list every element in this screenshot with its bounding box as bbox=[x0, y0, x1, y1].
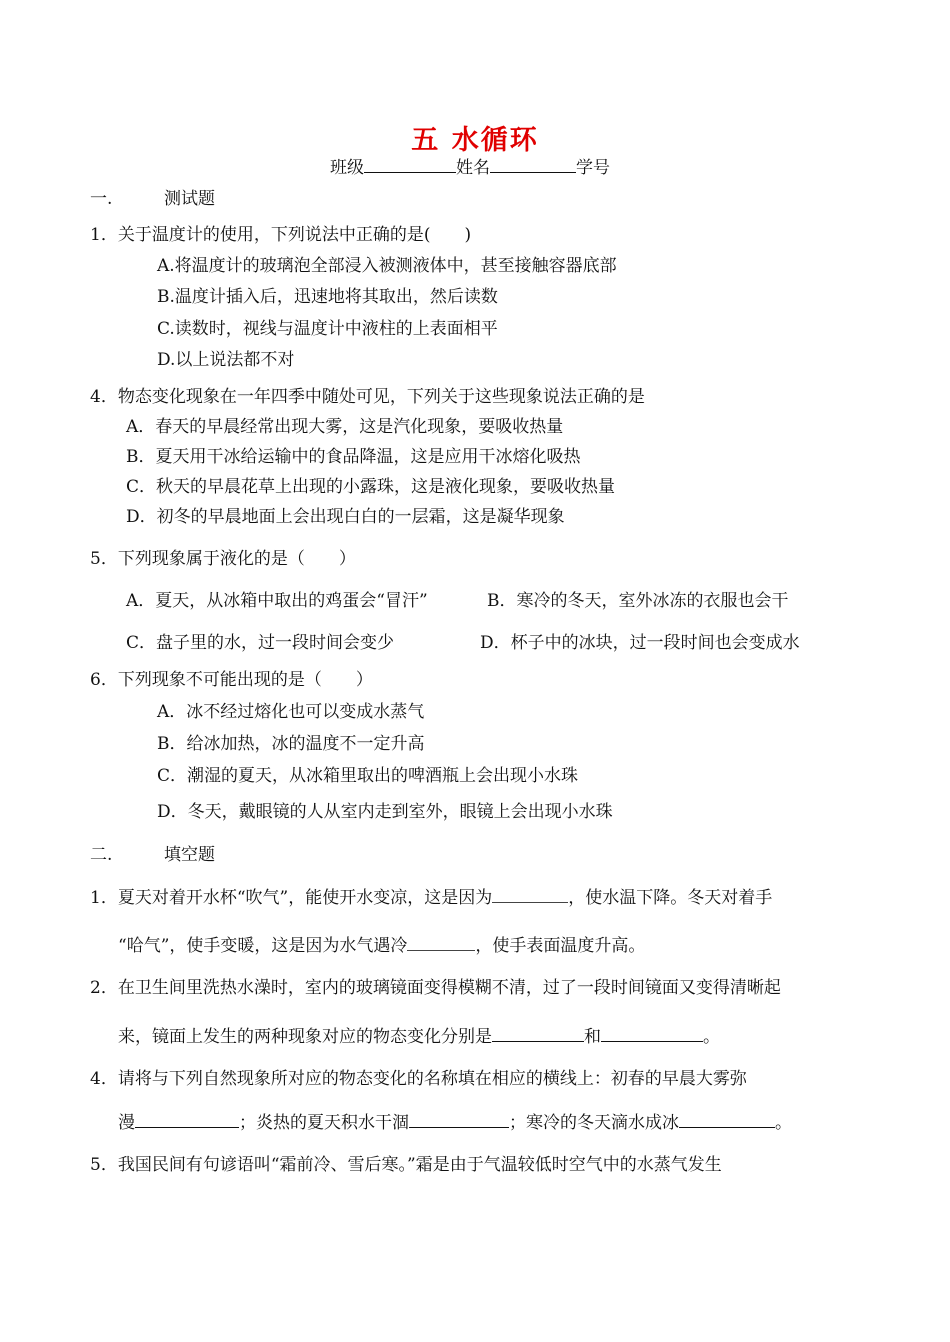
name-label: 姓名 bbox=[456, 158, 490, 178]
student-info-line bbox=[330, 156, 610, 179]
fill-question-4-line-2 bbox=[118, 1111, 792, 1134]
fill-q4-blank-3[interactable] bbox=[679, 1111, 775, 1128]
fill-q2-text-b: 和 bbox=[584, 1027, 601, 1047]
q1-option-a[interactable]: A.将温度计的玻璃泡全部浸入被测液体中，甚至接触容器底部 bbox=[157, 256, 617, 276]
q6-option-d[interactable]: D．冬天，戴眼镜的人从室内走到室外，眼镜上会出现小水珠 bbox=[157, 802, 613, 822]
q4-option-c[interactable]: C．秋天的早晨花草上出现的小露珠，这是液化现象，要吸收热量 bbox=[126, 477, 616, 497]
q1-stem: 1．关于温度计的使用，下列说法中正确的是( ) bbox=[90, 225, 472, 245]
q6-option-b[interactable]: B．给冰加热，冰的温度不一定升高 bbox=[157, 734, 425, 754]
q4-stem: 4．物态变化现象在一年四季中随处可见，下列关于这些现象说法正确的是 bbox=[90, 387, 645, 407]
fill-q4-text-b: ；炎热的夏天积水干涸 bbox=[239, 1113, 409, 1133]
fill-q4-blank-2[interactable] bbox=[409, 1111, 509, 1128]
class-blank[interactable] bbox=[364, 156, 456, 173]
q1-option-c[interactable]: C.读数时，视线与温度计中液柱的上表面相平 bbox=[157, 319, 498, 339]
q6-option-a[interactable]: A．冰不经过熔化也可以变成水蒸气 bbox=[157, 702, 425, 722]
fill-question-1-line-1 bbox=[90, 886, 772, 909]
fill-q1-text-b: ，使水温下降。冬天对着手 bbox=[568, 888, 773, 908]
q5-option-a[interactable]: A．夏天，从冰箱中取出的鸡蛋会“冒汗” bbox=[126, 591, 428, 611]
page-title: 五 水循环 bbox=[411, 125, 539, 156]
fill-question-1-line-2 bbox=[118, 934, 645, 957]
fill-q4-text-d: 。 bbox=[775, 1113, 792, 1133]
q6-stem: 6．下列现象不可能出现的是（ ） bbox=[90, 670, 373, 690]
q5-stem: 5．下列现象属于液化的是（ ） bbox=[90, 549, 356, 569]
section-one-title: 测试题 bbox=[164, 189, 215, 209]
fill-q4-text-a: 漫 bbox=[118, 1113, 135, 1133]
fill-q1-text-c: “哈气”，使手变暖，这是因为水气遇冷 bbox=[118, 936, 408, 956]
section-two-title: 填空题 bbox=[164, 845, 215, 865]
fill-question-2-line-1: 2．在卫生间里洗热水澡时，室内的玻璃镜面变得模糊不清，过了一段时间镜面又变得清晰起 bbox=[90, 978, 781, 998]
fill-q1-text-d: ，使手表面温度升高。 bbox=[475, 936, 646, 956]
section-one-number: 一. bbox=[90, 189, 113, 209]
fill-q2-text-a: 来，镜面上发生的两种现象对应的物态变化分别是 bbox=[118, 1027, 492, 1047]
student-id-label: 学号 bbox=[576, 158, 610, 178]
q1-option-d[interactable]: D.以上说法都不对 bbox=[157, 350, 295, 370]
fill-question-2-line-2 bbox=[118, 1025, 720, 1048]
fill-q4-text-c: ；寒冷的冬天滴水成冰 bbox=[509, 1113, 679, 1133]
fill-question-4-line-1: 4．请将与下列自然现象所对应的物态变化的名称填在相应的横线上：初春的早晨大雾弥 bbox=[90, 1069, 747, 1089]
q4-option-b[interactable]: B．夏天用干冰给运输中的食品降温，这是应用干冰熔化吸热 bbox=[126, 447, 581, 467]
q4-option-a[interactable]: A．春天的早晨经常出现大雾，这是汽化现象，要吸收热量 bbox=[126, 417, 564, 437]
q5-option-d[interactable]: D．杯子中的冰块，过一段时间也会变成水 bbox=[480, 633, 800, 653]
fill-q2-blank-1[interactable] bbox=[492, 1025, 584, 1042]
fill-q2-text-c: 。 bbox=[703, 1027, 720, 1047]
section-two-number: 二. bbox=[90, 845, 113, 865]
q4-option-d[interactable]: D．初冬的早晨地面上会出现白白的一层霜，这是凝华现象 bbox=[126, 507, 565, 527]
class-label: 班级 bbox=[330, 158, 364, 178]
fill-q2-blank-2[interactable] bbox=[601, 1025, 703, 1042]
q6-option-c[interactable]: C．潮湿的夏天，从冰箱里取出的啤酒瓶上会出现小水珠 bbox=[157, 766, 579, 786]
q1-option-b[interactable]: B.温度计插入后，迅速地将其取出，然后读数 bbox=[157, 287, 498, 307]
fill-q4-blank-1[interactable] bbox=[135, 1111, 239, 1128]
fill-q1-blank-2[interactable] bbox=[407, 934, 475, 951]
q5-option-b[interactable]: B．寒冷的冬天，室外冰冻的衣服也会干 bbox=[487, 591, 789, 611]
q5-option-c[interactable]: C．盘子里的水，过一段时间会变少 bbox=[126, 633, 395, 653]
fill-q1-text-a: 1．夏天对着开水杯“吹气”，能使开水变凉，这是因为 bbox=[90, 888, 493, 908]
fill-q1-blank-1[interactable] bbox=[492, 886, 568, 903]
fill-question-5-line-1: 5．我国民间有句谚语叫“霜前冷、雪后寒。”霜是由于气温较低时空气中的水蒸气发生 bbox=[90, 1155, 722, 1175]
name-blank[interactable] bbox=[490, 156, 576, 173]
